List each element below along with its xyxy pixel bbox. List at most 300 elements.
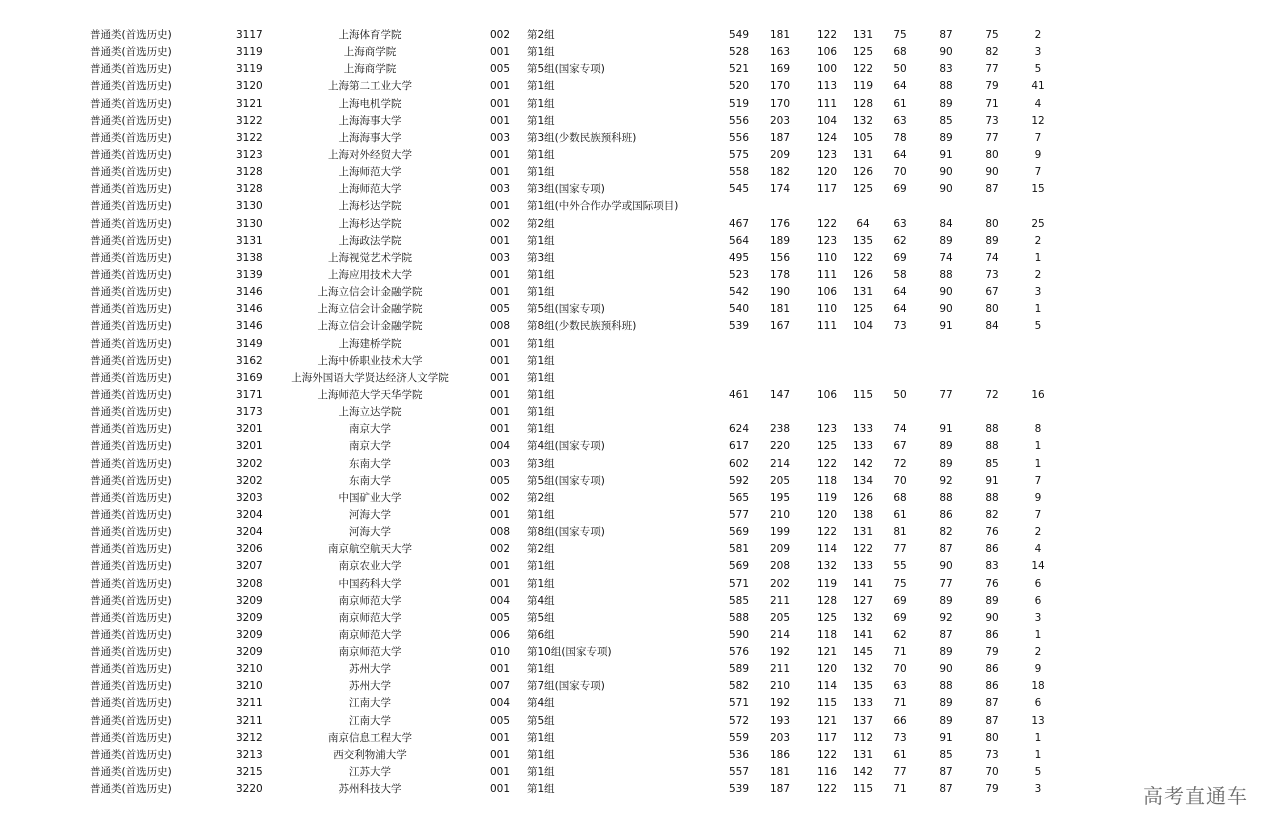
score-cell-3-text: 135 (852, 234, 874, 247)
score-cell-2-text: 106 (816, 388, 838, 401)
group-code-cell: 010 (490, 646, 511, 659)
score-cell-3-text: 125 (852, 46, 874, 59)
score-cell-5-text: 77 (939, 577, 953, 590)
score-cell-1-text: 193 (769, 714, 791, 727)
score-cell-2-text: 106 (816, 286, 838, 299)
table-row (0, 78, 1280, 95)
score-cell-6-text: 72 (985, 388, 999, 401)
school-name-cell-text: 南京师范大学 (338, 611, 402, 624)
score-cell-1-text: 202 (769, 577, 791, 590)
group-name-cell: 第3组(少数民族预科班) (527, 131, 637, 144)
score-cell-2-text: 118 (816, 628, 838, 641)
score-cell-5-text: 86 (939, 508, 953, 521)
score-cell-6-text: 87 (985, 697, 999, 710)
group-code-cell: 001 (490, 286, 511, 299)
score-cell-2-text: 122 (816, 29, 838, 41)
count-cell-text: 4 (1034, 97, 1042, 110)
category-cell: 普通类(首选历史) (90, 97, 172, 110)
count-cell-text: 3 (1034, 783, 1042, 796)
total-score-cell-text: 588 (728, 611, 750, 624)
school-code-cell: 3117 (236, 29, 263, 41)
total-score-cell-text: 528 (728, 46, 750, 59)
total-score-cell-text: 582 (728, 680, 750, 693)
score-cell-4-text: 75 (893, 577, 907, 590)
score-cell-5-text: 74 (939, 251, 953, 264)
score-cell-3-text: 122 (852, 543, 874, 556)
score-cell-4-text: 73 (893, 731, 907, 744)
school-code-cell: 3213 (236, 748, 263, 761)
score-cell-3-text: 127 (852, 594, 874, 607)
score-cell-2-text: 106 (816, 46, 838, 59)
score-cell-5-text: 87 (939, 543, 953, 556)
group-code-cell: 003 (490, 457, 511, 470)
school-code-cell: 3146 (236, 286, 263, 299)
score-cell-6-text: 82 (985, 46, 999, 59)
score-cell-3-text: 125 (852, 303, 874, 316)
total-score-cell-text: 519 (728, 97, 750, 110)
score-cell-2-text: 104 (816, 114, 838, 127)
score-cell-5-text: 92 (939, 611, 953, 624)
score-cell-2-text: 115 (816, 697, 838, 710)
group-name-cell: 第3组 (527, 251, 555, 264)
category-cell: 普通类(首选历史) (90, 748, 172, 761)
group-name-cell: 第1组 (527, 234, 555, 247)
school-code-cell: 3210 (236, 663, 263, 676)
score-cell-5-text: 88 (939, 268, 953, 281)
score-cell-2-text: 117 (816, 731, 838, 744)
count-cell-text: 2 (1034, 268, 1042, 281)
school-code-cell: 3121 (236, 97, 263, 110)
score-cell-6-text: 73 (985, 268, 999, 281)
school-code-cell: 3138 (236, 251, 263, 264)
score-cell-5-text: 85 (939, 114, 953, 127)
score-cell-6-text: 75 (985, 29, 999, 41)
count-cell-text: 9 (1034, 491, 1042, 504)
group-name-cell: 第5组(国家专项) (527, 63, 605, 76)
score-cell-5-text: 87 (939, 766, 953, 779)
score-cell-3-text: 141 (852, 628, 874, 641)
admission-score-table (0, 27, 1280, 798)
score-cell-1-text: 176 (769, 217, 791, 230)
school-name-cell-text: 河海大学 (349, 526, 391, 539)
score-cell-2-text: 123 (816, 423, 838, 436)
score-cell-1-text: 208 (769, 560, 791, 573)
score-cell-4-text: 63 (893, 680, 907, 693)
score-cell-5-text: 92 (939, 474, 953, 487)
score-cell-2-text: 119 (816, 491, 838, 504)
group-code-cell: 001 (490, 508, 511, 521)
table-row (0, 473, 1280, 490)
table-row (0, 353, 1280, 370)
total-score-cell-text: 540 (728, 303, 750, 316)
table-row (0, 421, 1280, 438)
school-name-cell-text: 南京大学 (349, 423, 391, 436)
school-code-cell: 3207 (236, 560, 263, 573)
count-cell-text: 3 (1034, 46, 1042, 59)
score-cell-5-text: 91 (939, 731, 953, 744)
score-cell-2-text: 117 (816, 183, 838, 196)
score-cell-5-text: 90 (939, 303, 953, 316)
school-name-cell-text: 江苏大学 (349, 766, 391, 779)
score-cell-6-text: 79 (985, 646, 999, 659)
category-cell: 普通类(首选历史) (90, 560, 172, 573)
group-name-cell: 第7组(国家专项) (527, 680, 605, 693)
school-name-cell-text: 上海杉达学院 (338, 200, 402, 213)
score-cell-3-text: 104 (852, 320, 874, 333)
table-row (0, 524, 1280, 541)
score-cell-1-text: 189 (769, 234, 791, 247)
score-cell-2-text: 114 (816, 543, 838, 556)
school-name-cell-text: 上海商学院 (343, 46, 397, 59)
category-cell: 普通类(首选历史) (90, 166, 172, 179)
score-cell-2-text: 122 (816, 748, 838, 761)
score-cell-2-text: 116 (816, 766, 838, 779)
school-name-cell-text: 东南大学 (349, 474, 391, 487)
score-cell-5-text: 87 (939, 29, 953, 41)
table-row (0, 456, 1280, 473)
score-cell-3-text: 142 (852, 457, 874, 470)
school-code-cell: 3220 (236, 783, 263, 796)
group-code-cell: 004 (490, 440, 511, 453)
score-cell-1-text: 199 (769, 526, 791, 539)
school-name-cell-text: 南京航空航天大学 (328, 543, 412, 556)
count-cell-text: 1 (1034, 628, 1042, 641)
score-cell-5-text: 83 (939, 63, 953, 76)
table-row (0, 284, 1280, 301)
group-code-cell: 001 (490, 46, 511, 59)
score-cell-3-text: 122 (852, 251, 874, 264)
score-cell-4-text: 71 (893, 646, 907, 659)
score-cell-1-text: 178 (769, 268, 791, 281)
group-code-cell: 001 (490, 337, 511, 350)
score-cell-2-text: 125 (816, 611, 838, 624)
count-cell-text: 13 (1031, 714, 1045, 727)
school-name-cell-text: 上海立信会计金融学院 (317, 320, 423, 333)
score-cell-1-text: 211 (769, 594, 791, 607)
group-code-cell: 001 (490, 166, 511, 179)
category-cell: 普通类(首选历史) (90, 114, 172, 127)
school-code-cell: 3202 (236, 474, 263, 487)
score-cell-3-text: 115 (852, 388, 874, 401)
score-cell-3-text: 131 (852, 526, 874, 539)
school-name-cell-text: 中国矿业大学 (338, 491, 402, 504)
group-name-cell: 第3组 (527, 457, 555, 470)
school-name-cell-text: 上海师范大学 (338, 183, 402, 196)
school-name-cell-text: 江南大学 (349, 714, 391, 727)
score-cell-5-text: 90 (939, 663, 953, 676)
table-row (0, 27, 1280, 44)
group-code-cell: 001 (490, 577, 511, 590)
table-row (0, 747, 1280, 764)
group-name-cell: 第1组 (527, 783, 555, 796)
category-cell: 普通类(首选历史) (90, 697, 172, 710)
score-cell-4-text: 68 (893, 46, 907, 59)
group-code-cell: 005 (490, 474, 511, 487)
category-cell: 普通类(首选历史) (90, 406, 172, 419)
score-cell-6-text: 79 (985, 80, 999, 93)
school-name-cell-text: 上海杉达学院 (338, 217, 402, 230)
school-code-cell: 3130 (236, 217, 263, 230)
score-cell-1-text: 203 (769, 114, 791, 127)
score-cell-2-text: 123 (816, 234, 838, 247)
score-cell-6-text: 76 (985, 577, 999, 590)
total-score-cell-text: 542 (728, 286, 750, 299)
school-name-cell-text: 上海对外经贸大学 (328, 148, 412, 161)
score-cell-3-text: 133 (852, 423, 874, 436)
score-cell-6-text: 86 (985, 680, 999, 693)
score-cell-4-text: 74 (893, 423, 907, 436)
table-row (0, 781, 1280, 798)
score-cell-1-text: 182 (769, 166, 791, 179)
school-name-cell-text: 南京信息工程大学 (328, 731, 412, 744)
score-cell-4-text: 70 (893, 663, 907, 676)
school-code-cell: 3122 (236, 114, 263, 127)
school-code-cell: 3209 (236, 611, 263, 624)
total-score-cell-text: 521 (728, 63, 750, 76)
table-row (0, 181, 1280, 198)
score-cell-5-text: 89 (939, 646, 953, 659)
group-name-cell: 第1组 (527, 423, 555, 436)
category-cell: 普通类(首选历史) (90, 646, 172, 659)
score-cell-3-text: 115 (852, 783, 874, 796)
score-cell-5-text: 91 (939, 148, 953, 161)
total-score-cell-text: 602 (728, 457, 750, 470)
group-name-cell: 第1组 (527, 508, 555, 521)
group-code-cell: 001 (490, 97, 511, 110)
score-cell-1-text: 181 (769, 303, 791, 316)
category-cell: 普通类(首选历史) (90, 508, 172, 521)
school-name-cell-text: 西交利物浦大学 (333, 748, 407, 761)
score-cell-6-text: 80 (985, 731, 999, 744)
score-cell-1-text: 192 (769, 646, 791, 659)
score-cell-5-text: 87 (939, 628, 953, 641)
score-cell-6-text: 90 (985, 611, 999, 624)
school-code-cell: 3169 (236, 371, 263, 384)
category-cell: 普通类(首选历史) (90, 783, 172, 796)
school-name-cell-text: 上海视觉艺术学院 (328, 251, 412, 264)
school-code-cell: 3202 (236, 457, 263, 470)
school-code-cell: 3201 (236, 440, 263, 453)
score-cell-5-text: 87 (939, 783, 953, 796)
category-cell: 普通类(首选历史) (90, 29, 172, 41)
school-name-cell-text: 上海商学院 (343, 63, 397, 76)
score-cell-3-text: 134 (852, 474, 874, 487)
group-code-cell: 005 (490, 714, 511, 727)
score-cell-4-text: 66 (893, 714, 907, 727)
group-code-cell: 001 (490, 200, 511, 213)
category-cell: 普通类(首选历史) (90, 217, 172, 230)
table-row (0, 764, 1280, 781)
count-cell-text: 1 (1034, 748, 1042, 761)
count-cell-text: 1 (1034, 440, 1042, 453)
category-cell: 普通类(首选历史) (90, 474, 172, 487)
score-cell-4-text: 64 (893, 303, 907, 316)
score-cell-6-text: 86 (985, 663, 999, 676)
total-score-cell-text: 467 (728, 217, 750, 230)
group-code-cell: 005 (490, 63, 511, 76)
score-cell-1-text: 174 (769, 183, 791, 196)
school-code-cell: 3128 (236, 166, 263, 179)
score-cell-4-text: 72 (893, 457, 907, 470)
score-cell-1-text: 181 (769, 29, 791, 41)
score-cell-4-text: 70 (893, 474, 907, 487)
score-cell-1-text: 205 (769, 474, 791, 487)
school-name-cell-text: 上海建桥学院 (338, 337, 402, 350)
school-code-cell: 3119 (236, 63, 263, 76)
group-code-cell: 003 (490, 131, 511, 144)
total-score-cell-text: 624 (728, 423, 750, 436)
group-code-cell: 008 (490, 320, 511, 333)
score-cell-6-text: 80 (985, 217, 999, 230)
score-cell-2-text: 123 (816, 148, 838, 161)
group-name-cell: 第1组 (527, 46, 555, 59)
total-score-cell-text: 575 (728, 148, 750, 161)
category-cell: 普通类(首选历史) (90, 80, 172, 93)
category-cell: 普通类(首选历史) (90, 594, 172, 607)
total-score-cell-text: 557 (728, 766, 750, 779)
score-cell-3-text: 125 (852, 183, 874, 196)
score-cell-3-text: 132 (852, 663, 874, 676)
count-cell-text: 2 (1034, 526, 1042, 539)
score-cell-2-text: 114 (816, 680, 838, 693)
school-code-cell: 3211 (236, 697, 263, 710)
score-cell-4-text: 58 (893, 268, 907, 281)
school-name-cell-text: 上海师范大学天华学院 (317, 388, 423, 401)
score-cell-2-text: 118 (816, 474, 838, 487)
table-row (0, 678, 1280, 695)
score-cell-6-text: 85 (985, 457, 999, 470)
school-code-cell: 3204 (236, 526, 263, 539)
group-name-cell: 第2组 (527, 491, 555, 504)
score-cell-4-text: 62 (893, 234, 907, 247)
score-cell-5-text: 90 (939, 46, 953, 59)
group-code-cell: 005 (490, 303, 511, 316)
score-cell-2-text: 119 (816, 577, 838, 590)
school-code-cell: 3211 (236, 714, 263, 727)
table-row (0, 558, 1280, 575)
group-code-cell: 004 (490, 697, 511, 710)
table-row (0, 113, 1280, 130)
category-cell: 普通类(首选历史) (90, 663, 172, 676)
score-cell-1-text: 203 (769, 731, 791, 744)
count-cell-text: 1 (1034, 731, 1042, 744)
score-cell-3-text: 105 (852, 131, 874, 144)
school-code-cell: 3208 (236, 577, 263, 590)
score-cell-2-text: 113 (816, 80, 838, 93)
total-score-cell-text: 495 (728, 251, 750, 264)
score-cell-5-text: 90 (939, 560, 953, 573)
category-cell: 普通类(首选历史) (90, 766, 172, 779)
score-cell-4-text: 50 (893, 388, 907, 401)
score-cell-1-text: 210 (769, 508, 791, 521)
group-name-cell: 第1组 (527, 406, 555, 419)
score-cell-3-text: 112 (852, 731, 874, 744)
group-code-cell: 002 (490, 29, 511, 41)
school-code-cell: 3173 (236, 406, 263, 419)
score-cell-5-text: 89 (939, 457, 953, 470)
score-cell-3-text: 119 (852, 80, 874, 93)
table-row (0, 593, 1280, 610)
score-cell-3-text: 142 (852, 766, 874, 779)
group-code-cell: 001 (490, 80, 511, 93)
school-code-cell: 3209 (236, 594, 263, 607)
school-code-cell: 3203 (236, 491, 263, 504)
score-cell-5-text: 88 (939, 680, 953, 693)
table-row (0, 61, 1280, 78)
score-cell-1-text: 169 (769, 63, 791, 76)
score-cell-5-text: 88 (939, 80, 953, 93)
group-name-cell: 第4组(国家专项) (527, 440, 605, 453)
total-score-cell-text: 577 (728, 508, 750, 521)
group-name-cell: 第10组(国家专项) (527, 646, 612, 659)
category-cell: 普通类(首选历史) (90, 680, 172, 693)
table-row (0, 695, 1280, 712)
group-code-cell: 001 (490, 371, 511, 384)
count-cell-text: 5 (1034, 320, 1042, 333)
total-score-cell-text: 556 (728, 114, 750, 127)
count-cell-text: 12 (1031, 114, 1045, 127)
school-name-cell-text: 上海政法学院 (338, 234, 402, 247)
group-name-cell: 第1组 (527, 748, 555, 761)
score-cell-4-text: 69 (893, 611, 907, 624)
category-cell: 普通类(首选历史) (90, 714, 172, 727)
group-name-cell: 第6组 (527, 628, 555, 641)
school-name-cell-text: 苏州大学 (349, 663, 391, 676)
score-cell-1-text: 186 (769, 748, 791, 761)
group-code-cell: 001 (490, 148, 511, 161)
score-cell-1-text: 170 (769, 80, 791, 93)
count-cell-text: 7 (1034, 474, 1042, 487)
score-cell-3-text: 133 (852, 560, 874, 573)
table-row (0, 164, 1280, 181)
watermark: 高考直通车 (1143, 784, 1248, 808)
score-cell-3-text: 132 (852, 114, 874, 127)
total-score-cell-text: 589 (728, 663, 750, 676)
score-cell-5-text: 90 (939, 166, 953, 179)
score-cell-6-text: 86 (985, 628, 999, 641)
group-name-cell: 第1组 (527, 663, 555, 676)
score-cell-1-text: 187 (769, 131, 791, 144)
score-cell-2-text: 111 (816, 320, 838, 333)
score-cell-5-text: 91 (939, 320, 953, 333)
score-cell-1-text: 220 (769, 440, 791, 453)
category-cell: 普通类(首选历史) (90, 46, 172, 59)
score-cell-2-text: 124 (816, 131, 838, 144)
school-code-cell: 3123 (236, 148, 263, 161)
score-cell-5-text: 88 (939, 491, 953, 504)
score-cell-4-text: 68 (893, 491, 907, 504)
score-cell-2-text: 121 (816, 646, 838, 659)
score-cell-3-text: 133 (852, 697, 874, 710)
school-name-cell-text: 上海中侨职业技术大学 (317, 354, 423, 367)
school-name-cell-text: 南京师范大学 (338, 594, 402, 607)
score-cell-4-text: 70 (893, 166, 907, 179)
school-code-cell: 3131 (236, 234, 263, 247)
score-cell-6-text: 73 (985, 748, 999, 761)
score-cell-1-text: 210 (769, 680, 791, 693)
score-cell-6-text: 89 (985, 234, 999, 247)
school-name-cell-text: 南京农业大学 (338, 560, 402, 573)
group-code-cell: 002 (490, 543, 511, 556)
school-code-cell: 3146 (236, 303, 263, 316)
count-cell-text: 41 (1031, 80, 1045, 93)
group-name-cell: 第1组 (527, 97, 555, 110)
score-cell-1-text: 192 (769, 697, 791, 710)
group-name-cell: 第5组(国家专项) (527, 303, 605, 316)
school-name-cell-text: 东南大学 (349, 457, 391, 470)
count-cell-text: 1 (1034, 303, 1042, 316)
category-cell: 普通类(首选历史) (90, 234, 172, 247)
